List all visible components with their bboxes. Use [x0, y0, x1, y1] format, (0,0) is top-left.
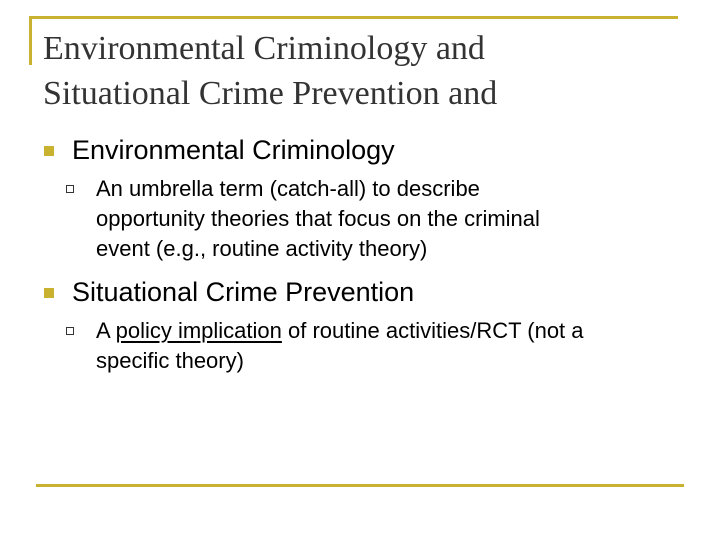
underlined-term: policy implication: [115, 318, 282, 343]
hollow-square-bullet-icon: [66, 327, 74, 335]
bullet-heading-situational-crime-prevention: Situational Crime Prevention: [72, 277, 415, 307]
top-rule: [29, 16, 678, 19]
hollow-square-bullet-icon: [66, 185, 74, 193]
sub-bullet-suffix: of routine activities/RCT (not a: [288, 318, 584, 343]
sub-bullet-line-1: An umbrella term (catch-all) to describe: [96, 176, 480, 201]
title-line-2: Situational Crime Prevention and: [43, 75, 498, 112]
sub-bullet-situational-crime-prevention: [96, 316, 696, 376]
bullet-heading-environmental-criminology: Environmental Criminology: [72, 135, 395, 165]
square-bullet-icon: [44, 146, 54, 156]
sub-bullet-prefix: A: [96, 318, 110, 343]
sub-bullet-line-3: event (e.g., routine activity theory): [96, 236, 428, 261]
bottom-rule: [36, 484, 684, 487]
left-rule: [29, 16, 32, 65]
sub-bullet-line-1: [96, 316, 696, 346]
slide-title: [43, 26, 703, 116]
sub-bullet-environmental-criminology: [96, 174, 696, 264]
title-line-1: Environmental Criminology and: [43, 30, 485, 67]
square-bullet-icon: [44, 288, 54, 298]
sub-bullet-line-2: opportunity theories that focus on the criminal: [96, 206, 540, 231]
sub-bullet-line-2: specific theory): [96, 348, 244, 373]
